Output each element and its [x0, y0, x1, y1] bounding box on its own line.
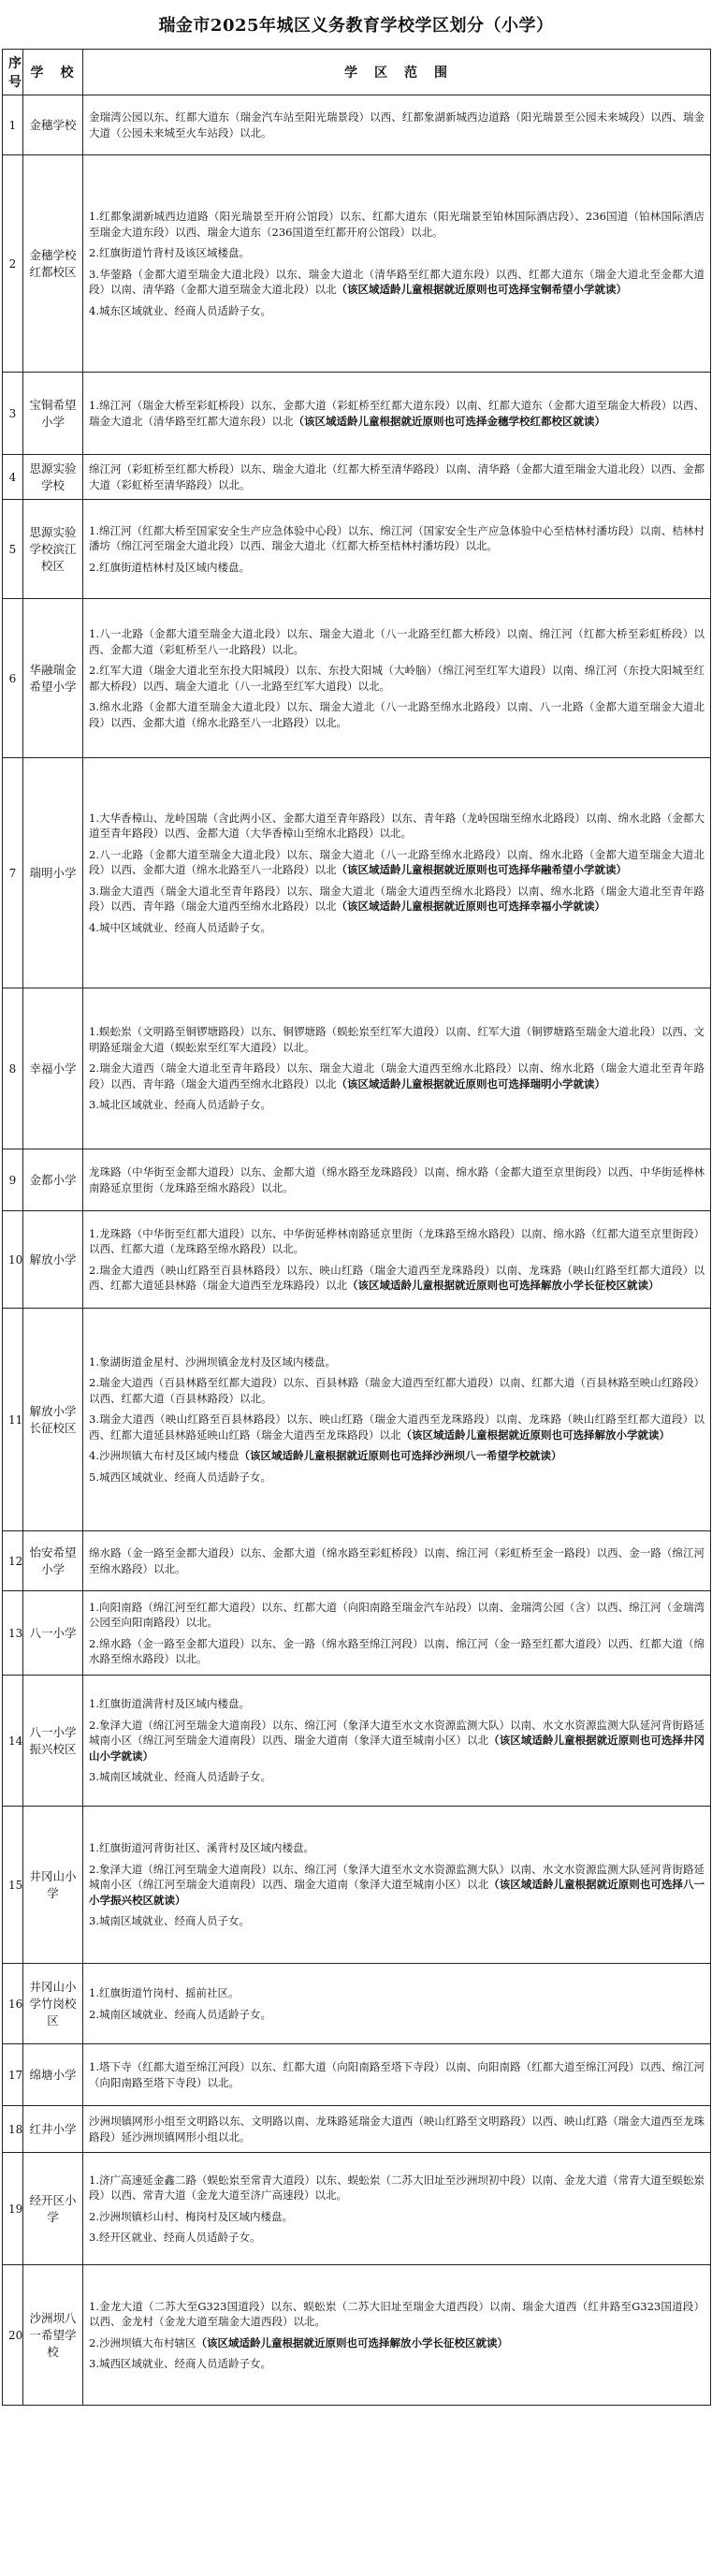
district-range	[83, 1676, 711, 1807]
range-item	[89, 2007, 705, 2023]
row-number: 11	[3, 1309, 23, 1531]
range-item	[89, 626, 705, 657]
table-row	[3, 1149, 711, 1211]
row-number: 1	[3, 95, 23, 155]
table-row	[3, 1309, 711, 1531]
range-text: 2.沙洲坝镇大布村辖区	[89, 2335, 196, 2349]
table-row	[3, 455, 711, 500]
range-text: 1.红都象湖新城西边道路（阳光瑞景至开府公馆段）以东、红都大道东（阳光瑞景至铂林国际酒店段）、236国道（铂林国际酒店至瑞金大道东段）以西、瑞金大道东（236国道至红都开府公馆段）以北。	[89, 210, 705, 239]
range-item	[89, 1636, 705, 1667]
district-range	[83, 599, 711, 758]
range-note: （该区域适龄儿童根据就近原则也可选择华融希望小学就读）	[336, 863, 627, 877]
range-text: 2.红军大道（瑞金大道北至东投大阳城段）以东、东投大阳城（大岭脑）（绵江河至红军大道段）以南、绵江河（东投大阳城至红都大桥段）以西、瑞金大道北（八一北路至红军大道段）以北。	[89, 664, 705, 693]
range-item	[89, 1061, 705, 1091]
range-item	[89, 920, 705, 936]
school-name: 思源实验学校	[23, 455, 83, 500]
school-name: 思源实验学校滨江校区	[23, 500, 83, 599]
school-name: 八一小学振兴校区	[23, 1676, 83, 1807]
range-item	[89, 699, 705, 730]
table-header-row	[3, 50, 711, 95]
school-name: 井冈山小学	[23, 1807, 83, 1964]
table-row	[3, 95, 711, 155]
school-name: 幸福小学	[23, 988, 83, 1149]
table-row	[3, 988, 711, 1149]
range-note: （该区域适龄儿童根据就近原则也可选择解放小学长征校区就读）	[196, 2335, 508, 2349]
range-item	[89, 2114, 705, 2144]
school-name: 瑞明小学	[23, 758, 83, 988]
range-text: 金瑞湾公园以东、红都大道东（瑞金汽车站至阳光瑞景段）以西、红都象湖新城西边道路（阳光瑞景至公园未来城段）以西、瑞金大道（公园未来城至火车站段）以北。	[89, 110, 705, 139]
district-range	[83, 373, 711, 455]
range-text: 1.绵江河（瑞金大桥至彩虹桥段）以东、金都大道（彩虹桥至红都大道东段）以南、红都大道东（金都大道至瑞金大桥段）以西、瑞金大道北（清华路至红都大道东段）以北	[89, 399, 705, 428]
table-row	[3, 2265, 711, 2406]
range-item	[89, 2209, 705, 2225]
district-range	[83, 1211, 711, 1309]
range-text: 2.象泽大道（绵江河至瑞金大道南段）以东、绵江河（象泽大道至水文水资源监测大队）以南、水文水资源监测大队延河背街路延城南小区（绵江河至瑞金大道南段）以西、瑞金大道南（象泽大道至城南小区）以北	[89, 1862, 705, 1892]
range-item	[89, 1718, 705, 1764]
range-text: 2.瑞金大道西（映山红路至百县林路段）以东、映山红路（瑞金大道西至龙珠路段）以南、龙珠路（映山红路至红都大道段）以西、红都大道延县林路（瑞金大道西至龙珠路段）以北	[89, 1263, 705, 1292]
range-text: 5.城西区域就业、经商人员适龄子女。	[89, 1470, 271, 1484]
range-note: （该区域适龄儿童根据就近原则也可选择幸福小学就读）	[336, 900, 605, 914]
row-number: 10	[3, 1211, 23, 1309]
row-number: 16	[3, 1964, 23, 2044]
range-note: （该区域适龄儿童根据就近原则也可选择解放小学就读）	[400, 1427, 670, 1442]
range-item	[89, 2356, 705, 2372]
district-range	[83, 2044, 711, 2106]
district-range	[83, 1807, 711, 1964]
range-text: 3.城南区域就业、经商人员适龄子女。	[89, 1770, 271, 1784]
range-text: 绵江河（彩虹桥至红都大桥段）以东、瑞金大道北（红都大桥至清华路段）以南、清华路（金都大道至瑞金大道北段）以西、金都大道（彩虹桥至清华路段）以北。	[89, 462, 705, 491]
range-note: （该区域适龄儿童根据就近原则也可选择八一小学振兴校区就读）	[89, 1878, 705, 1907]
range-item	[89, 1985, 705, 2001]
range-item	[89, 303, 705, 319]
range-note: （该区域适龄儿童根据就近原则也可选择井冈山小学就读）	[89, 1734, 705, 1763]
school-name: 金穗学校	[23, 95, 83, 155]
range-item	[89, 1913, 705, 1929]
range-item	[89, 1263, 705, 1294]
row-number: 3	[3, 373, 23, 455]
range-item	[89, 523, 705, 554]
table-row	[3, 500, 711, 599]
range-text: 1.大华香樟山、龙岭国瑞（含此两小区、金都大道至青年路段）以东、青年路（龙岭国瑞至绵水北路段）以南、绵水北路（金都大道至青年路段）以西、金都大道（大华香樟山至绵水北路段）以北。	[89, 811, 705, 841]
range-item	[89, 1470, 705, 1486]
row-number: 19	[3, 2153, 23, 2265]
range-note: （该区域适龄儿童根据就近原则也可选择宝铜希望小学就读）	[336, 283, 627, 296]
row-number: 2	[3, 155, 23, 373]
header-school: 学 校	[23, 50, 83, 95]
table-row	[3, 2106, 711, 2153]
range-text: 2.瑞金大道西（百县林路至红都大道段）以东、百县林路（瑞金大道西至红都大道段）以南、红都大道（百县林路至映山红路段）以西、红都大道（百县林路段）以北。	[89, 1376, 705, 1405]
row-number: 9	[3, 1149, 23, 1211]
table-row	[3, 1964, 711, 2044]
table-row	[3, 1211, 711, 1309]
row-number: 12	[3, 1531, 23, 1591]
range-item	[89, 1545, 705, 1576]
range-text: 1.红旗街道竹岗村、摇前社区。	[89, 1986, 240, 1999]
school-district-table	[2, 49, 711, 2406]
range-text: 2.八一北路（金都大道至瑞金大道北段）以东、瑞金大道北（八一北路至绵水北路段）以南、绵水北路（金都大道至瑞金大道北段）以西、金都大道（绵水北路至八一北路段）以北	[89, 847, 705, 877]
school-name: 金穗学校红都校区	[23, 155, 83, 373]
district-range	[83, 155, 711, 373]
row-number: 7	[3, 758, 23, 988]
range-text: 1.龙珠路（中华街至红都大道段）以东、中华街延桦林南路延京里街（龙珠路至绵水路段）以南、绵水路（红都大道至京里街段）以西、红都大道（龙珠路至绵水路段）以北。	[89, 1226, 705, 1255]
range-text: 4.城中区域就业、经商人员适龄子女。	[89, 920, 271, 934]
range-text: 2.瑞金大道西（瑞金大道北至青年路段）以东、瑞金大道北（瑞金大道西至绵水北路段）以南、绵水北路（瑞金大道北至青年路段）以西、青年路（瑞金大道西至绵水北路段）以北	[89, 1061, 705, 1090]
range-text: 1.向阳南路（绵江河至红都大道段）以东、红都大道（向阳南路至瑞金汽车站段）以南、金瑞湾公园（含）以西、绵江河（金瑞湾公园至向阳南路段）以北。	[89, 1600, 705, 1629]
range-text: 3.城南区域就业、经商人员子女。	[89, 1914, 250, 1928]
range-text: 2.城南区域就业、经商人员适龄子女。	[89, 2007, 271, 2021]
range-item	[89, 560, 705, 576]
range-text: 4.城东区域就业、经商人员适龄子女。	[89, 303, 271, 317]
range-text: 2.沙洲坝镇杉山村、梅岗村及区域内楼盘。	[89, 2209, 293, 2223]
range-text: 沙洲坝镇网形小组至文明路以东、文明路以南、龙珠路延瑞金大道西（映山红路至文明路段）以西、映山红路（瑞金大道西至龙珠路段）延沙洲坝镇网形小组以北。	[89, 2115, 705, 2144]
row-number: 15	[3, 1807, 23, 1964]
range-item	[89, 2335, 705, 2351]
row-number: 4	[3, 455, 23, 500]
range-item	[89, 1862, 705, 1909]
school-name: 金都小学	[23, 1149, 83, 1211]
district-range	[83, 1591, 711, 1676]
school-name: 解放小学	[23, 1211, 83, 1309]
range-item	[89, 1600, 705, 1631]
range-item	[89, 1412, 705, 1442]
range-text: 1.塔下寺（红都大道至绵江河段）以东、红都大道（向阳南路至塔下寺段）以南、向阳南路（红都大道至绵江河段）以西、绵江河（向阳南路至塔下寺段）以北。	[89, 2060, 705, 2089]
district-range	[83, 758, 711, 988]
range-text: 3.绵水北路（金都大道至瑞金大道北段）以东、瑞金大道北（八一北路至绵水北路段）以南、八一北路（金都大道至瑞金大道北段）以西、金都大道（绵水北路至八一北路段）以北。	[89, 700, 705, 729]
range-item	[89, 1354, 705, 1370]
table-row	[3, 1591, 711, 1676]
range-item	[89, 1769, 705, 1785]
school-name: 宝铜希望小学	[23, 373, 83, 455]
range-text: 2.红旗街道竹背村及该区域楼盘。	[89, 246, 250, 259]
school-name: 绵塘小学	[23, 2044, 83, 2106]
range-text: 1.象湖街道金星村、沙洲坝镇金龙村及区域内楼盘。	[89, 1354, 336, 1368]
district-range	[83, 2153, 711, 2265]
range-note: （该区域适龄儿童根据就近原则也可选择沙洲坝八一希望学校就读）	[239, 1449, 562, 1463]
range-text: 2.象泽大道（绵江河至瑞金大道南段）以东、绵江河（象泽大道至水文水资源监测大队）以南、水文水资源监测大队延河背街路延城南小区（绵江河至瑞金大道南段）以西、瑞金大道南（象泽大道至城南小区）以北	[89, 1718, 705, 1748]
school-name: 华融瑞金希望小学	[23, 599, 83, 758]
range-item	[89, 1696, 705, 1712]
range-text: 龙珠路（中华街至金都大道段）以东、金都大道（绵水路至龙珠路段）以南、绵水路（金都大道至京里街段）以西、中华街延桦林南路延京里街（龙珠路至绵水路段）以北。	[89, 1165, 705, 1194]
header-no: 序号	[3, 50, 23, 95]
range-text: 2.红旗街道桔林村及区域内楼盘。	[89, 560, 250, 574]
school-name: 经开区小学	[23, 2153, 83, 2265]
range-item	[89, 209, 705, 240]
range-text: 1.金龙大道（二苏大至G323国道段）以东、蜈蚣岽（二苏大旧址至瑞金大道西段）以南、瑞金大道西（红井路至G323国道段）以西、金龙村（金龙大道至瑞金大道西段）以北。	[89, 2299, 705, 2328]
table-row	[3, 2153, 711, 2265]
district-range	[83, 2265, 711, 2406]
table-row	[3, 599, 711, 758]
table-row	[3, 758, 711, 988]
table-row	[3, 1531, 711, 1591]
table-row	[3, 1676, 711, 1807]
range-item	[89, 1164, 705, 1195]
range-text: 3.城西区域就业、经商人员适龄子女。	[89, 2357, 271, 2370]
range-text: 2.绵水路（金一路至金都大道段）以东、金一路（绵水路至绵江河段）以南、绵江河（金一路至红都大道段）以西、红都大道（绵水路至绵水路段）以北。	[89, 1636, 705, 1665]
range-item	[89, 884, 705, 915]
row-number: 6	[3, 599, 23, 758]
table-body	[3, 95, 711, 2406]
district-range	[83, 2106, 711, 2153]
row-number: 13	[3, 1591, 23, 1676]
row-number: 8	[3, 988, 23, 1149]
range-text: 1.红旗街道河背街社区、溪背村及区域内楼盘。	[89, 1841, 314, 1855]
district-range	[83, 455, 711, 500]
table-row	[3, 373, 711, 455]
range-item	[89, 2230, 705, 2246]
school-name: 沙洲坝八一希望学校	[23, 2265, 83, 2406]
row-number: 18	[3, 2106, 23, 2153]
range-item	[89, 811, 705, 842]
table-row	[3, 2044, 711, 2106]
range-text: 1.八一北路（金都大道至瑞金大道北段）以东、瑞金大道北（八一北路至红都大桥段）以南、绵江河（红都大桥至彩虹桥段）以西、金都大道（彩虹桥至八一北路段）以北。	[89, 627, 705, 656]
range-note: （该区域适龄儿童根据就近原则也可选择解放小学长征校区就读）	[347, 1279, 660, 1292]
range-text: 3.城北区域就业、经商人员适龄子女。	[89, 1098, 271, 1112]
table-row	[3, 1807, 711, 1964]
school-name: 解放小学长征校区	[23, 1309, 83, 1531]
range-text: 3.瑞金大道西（映山红路至百县林路段）以东、映山红路（瑞金大道西至龙珠路段）以南、龙珠路（映山红路至红都大道段）以西、红都大道延县林路延映山红路（瑞金大道西至龙珠路段）以北	[89, 1412, 705, 1442]
range-note: （该区域适龄儿童根据就近原则也可选择金穗学校红都校区就读）	[293, 414, 605, 428]
range-text: 3.华蓥路（金都大道至瑞金大道北段）以东、瑞金大道北（清华路至红都大道东段）以西、红都大道东（瑞金大道北至金都大道段）以南、清华路（金都大道至瑞金大道北段）以北	[89, 267, 705, 296]
school-name: 八一小学	[23, 1591, 83, 1676]
school-name: 怡安希望小学	[23, 1531, 83, 1591]
range-item	[89, 847, 705, 878]
page-title: 瑞金市2025年城区义务教育学校学区划分（小学）	[158, 16, 554, 36]
range-text: 绵水路（金一路至金都大道段）以东、金都大道（绵水路至彩虹桥段）以南、绵江河（彩虹桥至金一路段）以西、金一路（绵江河至绵水路段）以北。	[89, 1546, 705, 1575]
range-item	[89, 2059, 705, 2090]
range-item	[89, 1448, 705, 1464]
range-item	[89, 1226, 705, 1257]
range-item	[89, 2299, 705, 2330]
range-item	[89, 245, 705, 261]
range-item	[89, 1375, 705, 1406]
range-item	[89, 267, 705, 298]
header-range: 学 区 范 围	[83, 50, 711, 95]
range-item	[89, 110, 705, 140]
district-range	[83, 1964, 711, 2044]
range-item	[89, 398, 705, 429]
range-text: 3.经开区就业、经商人员适龄子女。	[89, 2231, 261, 2244]
school-name: 红井小学	[23, 2106, 83, 2153]
range-item	[89, 1097, 705, 1113]
district-range	[83, 1531, 711, 1591]
row-number: 5	[3, 500, 23, 599]
row-number: 20	[3, 2265, 23, 2406]
district-range	[83, 500, 711, 599]
row-number: 14	[3, 1676, 23, 1807]
school-name: 井冈山小学竹岗校区	[23, 1964, 83, 2044]
range-item	[89, 2173, 705, 2203]
district-range	[83, 1309, 711, 1531]
table-row	[3, 155, 711, 373]
range-text: 1.蜈蚣岽（文明路至铜锣塘路段）以东、铜锣塘路（蜈蚣岽至红军大道段）以南、红军大道（铜锣塘路至瑞金大道北段）以西、文明路延瑞金大道（蜈蚣岽至红军大道段）以北。	[89, 1025, 705, 1054]
range-text: 1.济广高速延金鑫二路（蜈蚣岽至常青大道段）以东、蜈蚣岽（二苏大旧址至沙洲坝初中段）以南、金龙大道（常青大道至蜈蚣岽段）以西、常青大道（金龙大道至济广高速段）以北。	[89, 2173, 705, 2202]
range-text: 4.沙洲坝镇大布村及区域内楼盘	[89, 1449, 240, 1463]
row-number: 17	[3, 2044, 23, 2106]
range-text: 1.红旗街道满背村及区域内楼盘。	[89, 1697, 250, 1711]
range-text: 3.瑞金大道西（瑞金大道北至青年路段）以东、瑞金大道北（瑞金大道西至绵水北路段）以南、绵水北路（瑞金大道北至青年路段）以西、青年路（瑞金大道西至绵水北路段）以北	[89, 884, 705, 914]
range-text: 1.绵江河（红都大桥至国家安全生产应急体验中心段）以东、绵江河（国家安全生产应急体验中心至桔林村潘坊段）以南、桔林村潘坊（绵江河至瑞金大道北段）以西、瑞金大道北（红都大桥至桔林村潘坊段）以北。	[89, 523, 705, 553]
range-note: （该区域适龄儿童根据就近原则也可选择瑞明小学就读）	[336, 1076, 605, 1090]
range-item	[89, 461, 705, 492]
district-range	[83, 95, 711, 155]
range-item	[89, 1024, 705, 1055]
district-range	[83, 988, 711, 1149]
district-range	[83, 1149, 711, 1211]
range-item	[89, 663, 705, 694]
range-item	[89, 1840, 705, 1856]
